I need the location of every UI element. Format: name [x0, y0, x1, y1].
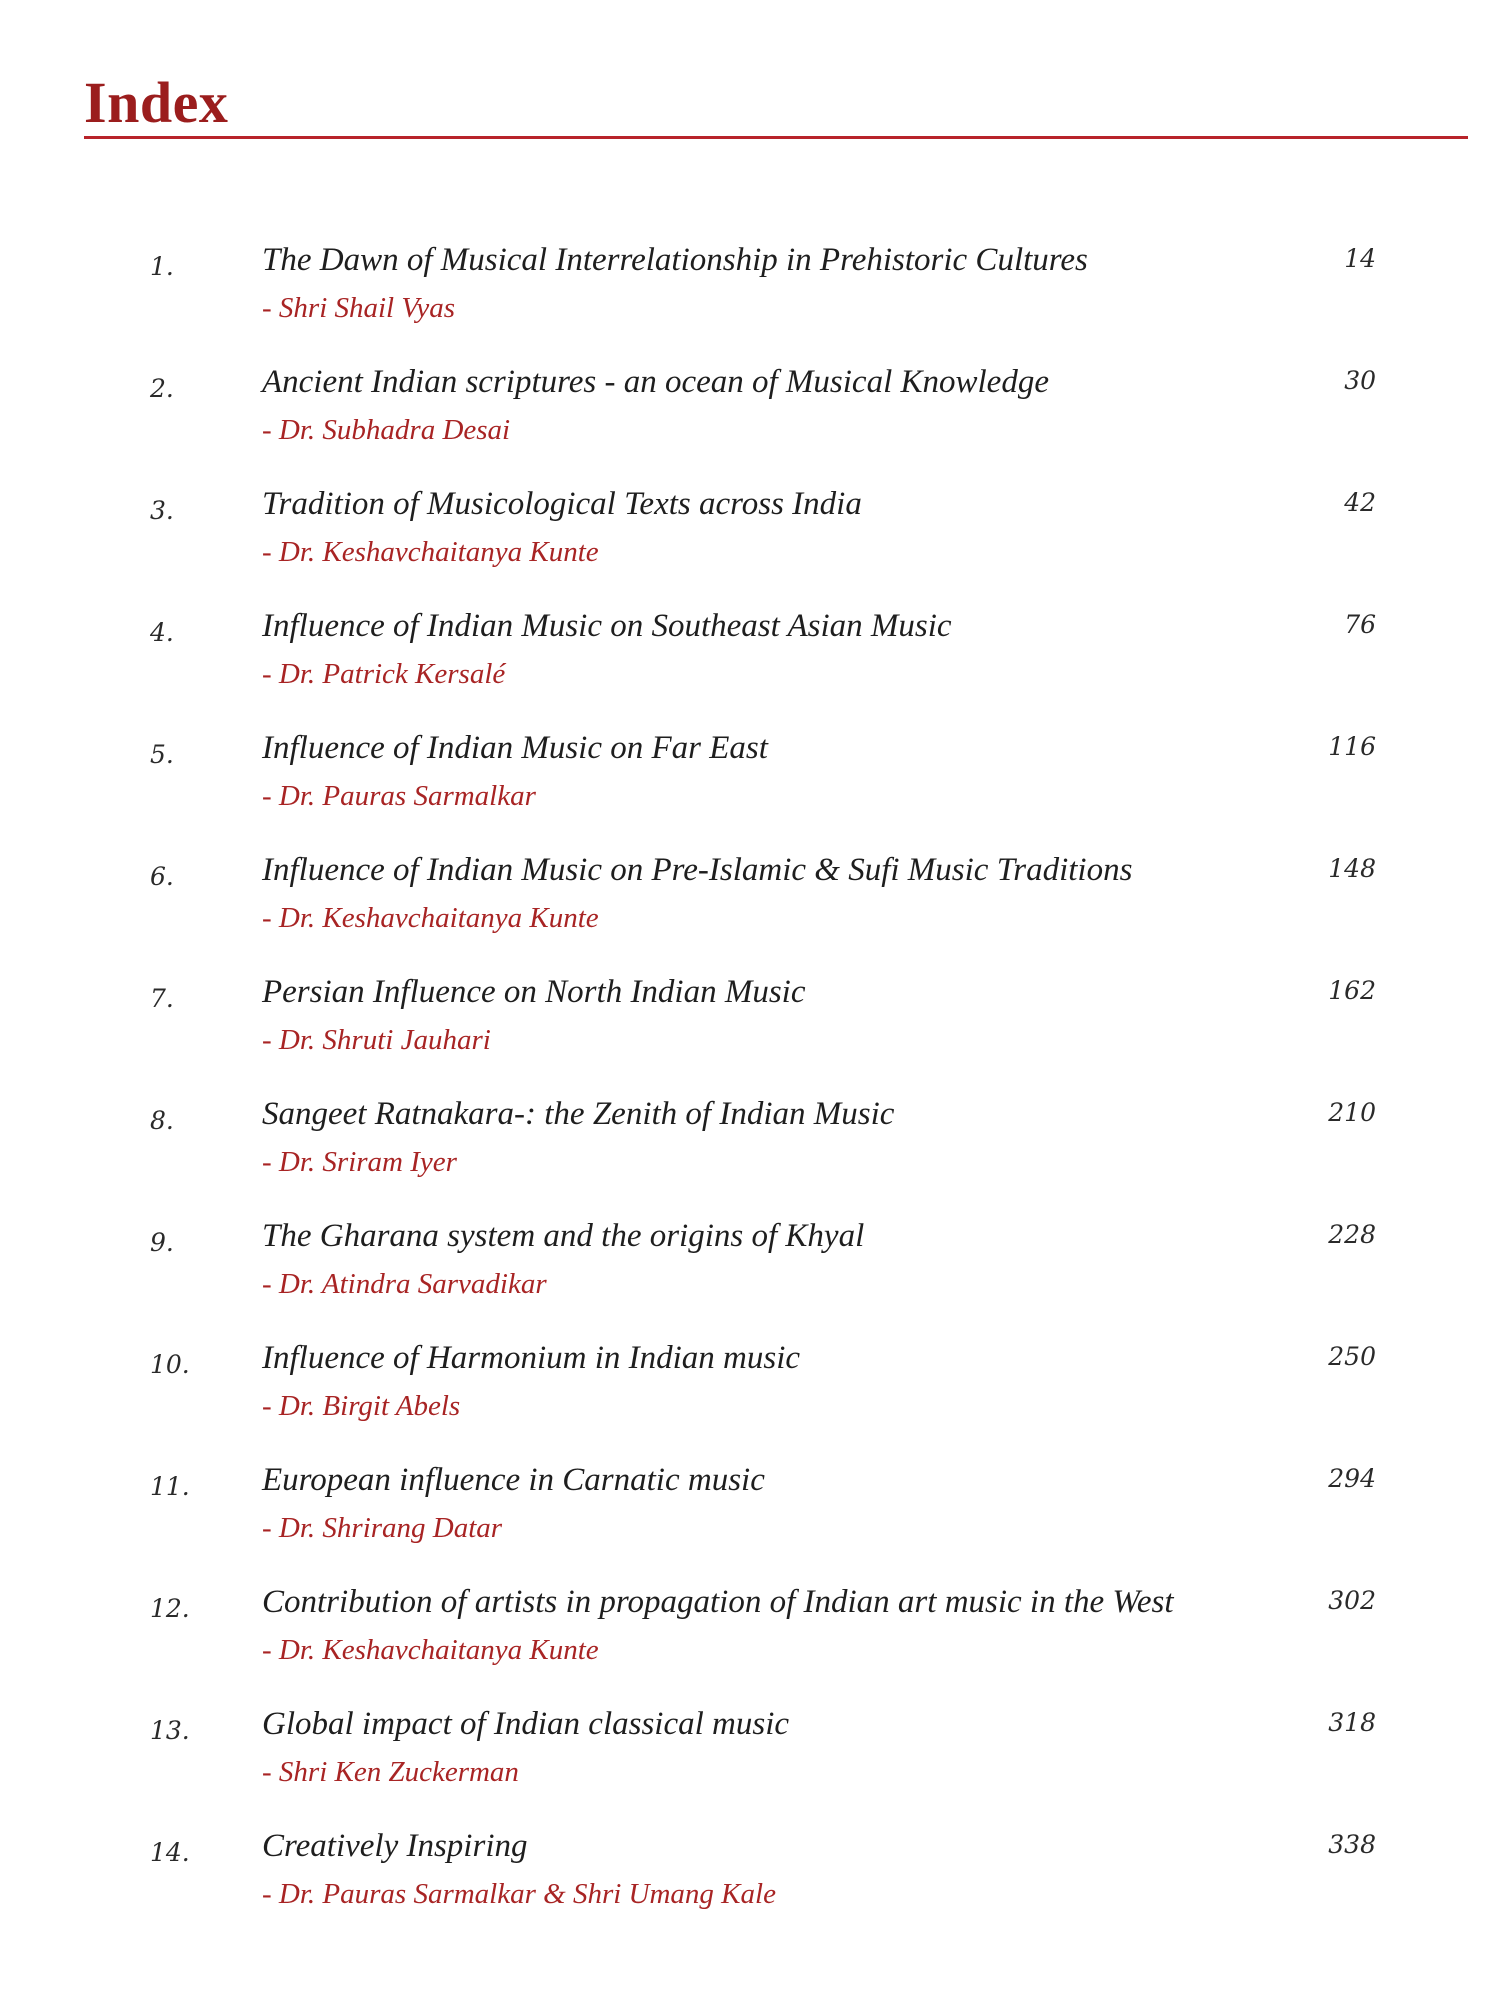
entry-author: - Dr. Birgit Abels	[262, 1390, 461, 1422]
entry-page-number[interactable]: 228	[1328, 1220, 1376, 1249]
entry-author: - Dr. Sriram Iyer	[262, 1146, 457, 1178]
entry-author: - Shri Shail Vyas	[262, 292, 456, 324]
entry-page-number[interactable]: 14	[1344, 244, 1376, 273]
entry-title[interactable]: Influence of Indian Music on Far East	[262, 730, 768, 766]
entry-number: 8.	[150, 1106, 174, 1135]
toc-entry[interactable]	[0, 1092, 1500, 1214]
entry-author: - Shri Ken Zuckerman	[262, 1756, 519, 1788]
entry-title[interactable]: Tradition of Musicological Texts across India	[262, 486, 862, 522]
entry-title[interactable]: The Dawn of Musical Interrelationship in Prehistoric Cultures	[262, 242, 1088, 278]
entry-number: 10.	[150, 1350, 190, 1379]
entry-number: 4.	[150, 618, 174, 647]
entry-number: 1.	[150, 252, 174, 281]
entry-author: - Dr. Keshavchaitanya Kunte	[262, 1634, 599, 1666]
entry-page-number[interactable]: 42	[1344, 488, 1376, 517]
toc-entry[interactable]	[0, 726, 1500, 848]
toc-entry[interactable]	[0, 482, 1500, 604]
entry-number: 14.	[150, 1838, 190, 1867]
toc-entry[interactable]	[0, 238, 1500, 360]
entry-author: - Dr. Subhadra Desai	[262, 414, 511, 446]
entry-title[interactable]: Persian Influence on North Indian Music	[262, 974, 806, 1010]
title-divider	[84, 136, 1468, 139]
toc-entry[interactable]	[0, 1214, 1500, 1336]
entry-author: - Dr. Shrirang Datar	[262, 1512, 503, 1544]
entry-author: - Dr. Pauras Sarmalkar	[262, 780, 536, 812]
entry-number: 7.	[150, 984, 174, 1013]
entry-title[interactable]: Influence of Indian Music on Pre-Islamic & Sufi Music Traditions	[262, 852, 1133, 888]
entry-author: - Dr. Atindra Sarvadikar	[262, 1268, 547, 1300]
entry-title[interactable]: European influence in Carnatic music	[262, 1462, 765, 1498]
entry-author: - Dr. Shruti Jauhari	[262, 1024, 491, 1056]
entry-number: 12.	[150, 1594, 190, 1623]
entry-page-number[interactable]: 302	[1328, 1586, 1376, 1615]
toc-entry[interactable]	[0, 848, 1500, 970]
entry-number: 9.	[150, 1228, 174, 1257]
entry-page-number[interactable]: 76	[1344, 610, 1376, 639]
entry-title[interactable]: Ancient Indian scriptures - an ocean of Musical Knowledge	[262, 364, 1049, 400]
entry-title[interactable]: Influence of Harmonium in Indian music	[262, 1340, 801, 1376]
entry-title[interactable]: Influence of Indian Music on Southeast Asian Music	[262, 608, 952, 644]
toc-entry[interactable]	[0, 1580, 1500, 1702]
entry-page-number[interactable]: 116	[1328, 732, 1376, 761]
toc-entry[interactable]	[0, 1702, 1500, 1824]
toc-entry[interactable]	[0, 970, 1500, 1092]
toc-entry[interactable]	[0, 1458, 1500, 1580]
entry-number: 3.	[150, 496, 174, 525]
entry-page-number[interactable]: 294	[1328, 1464, 1376, 1493]
toc-entry[interactable]	[0, 360, 1500, 482]
entry-number: 5.	[150, 740, 174, 769]
entry-number: 11.	[150, 1472, 190, 1501]
entry-page-number[interactable]: 210	[1328, 1098, 1376, 1127]
entry-title[interactable]: Creatively Inspiring	[262, 1828, 528, 1864]
entry-page-number[interactable]: 250	[1328, 1342, 1376, 1371]
entry-author: - Dr. Pauras Sarmalkar & Shri Umang Kale	[262, 1878, 776, 1910]
entry-title[interactable]: The Gharana system and the origins of Khyal	[262, 1218, 865, 1254]
entry-author: - Dr. Keshavchaitanya Kunte	[262, 536, 599, 568]
entry-title[interactable]: Global impact of Indian classical music	[262, 1706, 790, 1742]
toc-entry[interactable]	[0, 1824, 1500, 1946]
entry-author: - Dr. Keshavchaitanya Kunte	[262, 902, 599, 934]
entry-number: 2.	[150, 374, 174, 403]
page-title: Index	[84, 70, 229, 135]
entry-page-number[interactable]: 162	[1328, 976, 1376, 1005]
entry-page-number[interactable]: 338	[1328, 1830, 1376, 1859]
entry-title[interactable]: Sangeet Ratnakara-: the Zenith of Indian Music	[262, 1096, 895, 1132]
entry-page-number[interactable]: 30	[1344, 366, 1376, 395]
entry-page-number[interactable]: 318	[1328, 1708, 1376, 1737]
toc-entry[interactable]	[0, 1336, 1500, 1458]
entry-title[interactable]: Contribution of artists in propagation of Indian art music in the West	[262, 1584, 1174, 1620]
entry-page-number[interactable]: 148	[1328, 854, 1376, 883]
entry-number: 13.	[150, 1716, 190, 1745]
entry-author: - Dr. Patrick Kersalé	[262, 658, 506, 690]
toc-entry[interactable]	[0, 604, 1500, 726]
table-of-contents	[0, 238, 1500, 1946]
entry-number: 6.	[150, 862, 174, 891]
